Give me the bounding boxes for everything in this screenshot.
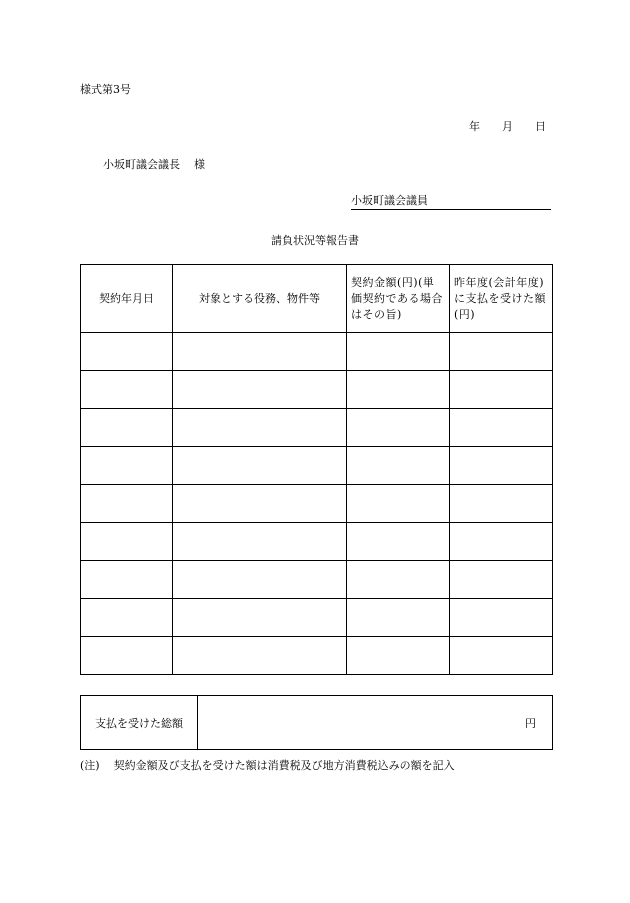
table-row <box>81 637 553 675</box>
addressee <box>103 156 205 172</box>
table-cell[interactable] <box>347 371 450 409</box>
table-cell[interactable] <box>81 523 173 561</box>
date-line <box>469 118 546 134</box>
total-value-cell[interactable] <box>198 696 553 750</box>
footnote-text: 契約金額及び支払を受けた額は消費税及び地方消費税込みの額を記入 <box>113 759 455 772</box>
footnote-prefix: (注) <box>80 759 100 772</box>
table-cell[interactable] <box>347 485 450 523</box>
table-cell[interactable] <box>173 637 347 675</box>
table-cell[interactable] <box>173 523 347 561</box>
table-row <box>81 409 553 447</box>
header-contract-date: 契約年月日 <box>81 265 173 333</box>
table-cell[interactable] <box>173 371 347 409</box>
total-unit: 円 <box>525 716 536 730</box>
table-row <box>81 333 553 371</box>
table-cell[interactable] <box>347 409 450 447</box>
table-cell[interactable] <box>450 637 553 675</box>
table-row <box>81 485 553 523</box>
table-cell[interactable] <box>450 485 553 523</box>
table-cell[interactable] <box>450 447 553 485</box>
table-cell[interactable] <box>347 637 450 675</box>
table-row <box>81 371 553 409</box>
table-cell[interactable] <box>81 371 173 409</box>
addressee-honorific: 様 <box>194 158 205 171</box>
total-table <box>80 695 553 750</box>
document-title: 請負状況等報告書 <box>271 234 359 247</box>
total-row <box>81 696 553 750</box>
report-table <box>80 264 553 675</box>
table-cell[interactable] <box>347 599 450 637</box>
table-body <box>81 333 553 675</box>
table-cell[interactable] <box>81 561 173 599</box>
month-label: 月 <box>502 120 513 133</box>
table-header-row <box>81 265 553 333</box>
footnote <box>80 757 455 773</box>
table-cell[interactable] <box>173 485 347 523</box>
table-cell[interactable] <box>347 561 450 599</box>
table-cell[interactable] <box>81 333 173 371</box>
year-label: 年 <box>469 120 480 133</box>
table-cell[interactable] <box>450 561 553 599</box>
header-contract-amount: 契約金額(円)(単価契約である場合はその旨) <box>347 265 450 333</box>
table-cell[interactable] <box>450 523 553 561</box>
table-cell[interactable] <box>347 333 450 371</box>
day-label: 日 <box>535 120 546 133</box>
table-cell[interactable] <box>173 333 347 371</box>
total-label: 支払を受けた総額 <box>81 696 198 750</box>
table-cell[interactable] <box>173 561 347 599</box>
table-row <box>81 447 553 485</box>
table-row <box>81 599 553 637</box>
table-cell[interactable] <box>81 409 173 447</box>
table-cell[interactable] <box>81 485 173 523</box>
header-subject: 対象とする役務、物件等 <box>173 265 347 333</box>
addressee-name: 小坂町議会議長 <box>103 158 180 171</box>
table-cell[interactable] <box>81 637 173 675</box>
table-cell[interactable] <box>450 599 553 637</box>
table-cell[interactable] <box>81 599 173 637</box>
table-cell[interactable] <box>347 523 450 561</box>
table-cell[interactable] <box>173 599 347 637</box>
table-row <box>81 523 553 561</box>
table-cell[interactable] <box>450 333 553 371</box>
reporter-line: 小坂町議会議員 <box>351 192 551 210</box>
header-received-last-year: 昨年度(会計年度)に支払を受けた額(円) <box>450 265 553 333</box>
form-number: 様式第3号 <box>80 83 131 96</box>
table-cell[interactable] <box>81 447 173 485</box>
table-cell[interactable] <box>173 409 347 447</box>
table-cell[interactable] <box>173 447 347 485</box>
table-cell[interactable] <box>450 409 553 447</box>
table-cell[interactable] <box>450 371 553 409</box>
table-row <box>81 561 553 599</box>
table-cell[interactable] <box>347 447 450 485</box>
